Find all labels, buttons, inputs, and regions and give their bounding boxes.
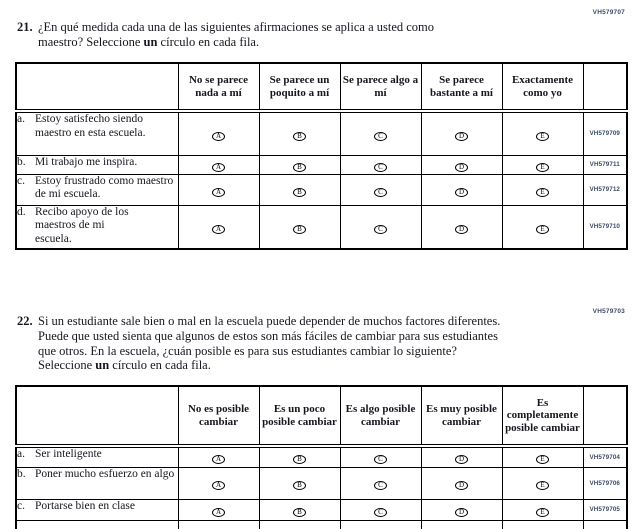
column-header: Exactamente como yo bbox=[502, 63, 583, 111]
row-statement: Estoy satisfecho siendo maestro en esta escuela. bbox=[35, 113, 146, 139]
row-letter: a. bbox=[17, 113, 25, 125]
table-row bbox=[16, 174, 627, 205]
item-code: VH579706 bbox=[583, 467, 627, 499]
option-circle-a[interactable]: A bbox=[212, 188, 225, 197]
option-circle-c[interactable]: C bbox=[374, 132, 387, 141]
row-letter: a. bbox=[17, 448, 25, 460]
option-circle-e[interactable]: E bbox=[536, 163, 549, 172]
option-circle-c[interactable]: C bbox=[374, 163, 387, 172]
question-21 bbox=[17, 20, 482, 50]
header-row bbox=[16, 386, 627, 446]
row-statement: Recibo apoyo de los maestros de mi escuela. bbox=[35, 205, 129, 245]
option-circle-b[interactable]: B bbox=[293, 481, 306, 490]
option-circle-d[interactable]: D bbox=[455, 455, 468, 464]
item-code-q21: VH579707 bbox=[592, 9, 625, 16]
option-circle-c[interactable]: C bbox=[374, 481, 387, 490]
option-circle-b[interactable]: B bbox=[293, 188, 306, 197]
statement-column-header bbox=[16, 386, 178, 446]
question-text bbox=[38, 20, 480, 50]
item-code: VH579705 bbox=[583, 499, 627, 520]
column-header: Es completamente posible cambiar bbox=[502, 386, 583, 446]
option-circle-e[interactable]: E bbox=[536, 225, 549, 234]
option-circle-c[interactable]: C bbox=[374, 225, 387, 234]
question-number: 21. bbox=[17, 20, 33, 34]
row-statement: Poner mucho esfuerzo en algo bbox=[35, 467, 175, 480]
option-circle-e[interactable]: E bbox=[536, 188, 549, 197]
option-circle-a[interactable]: A bbox=[212, 132, 225, 141]
option-circle-a[interactable]: A bbox=[212, 481, 225, 490]
option-circle-d[interactable]: D bbox=[455, 163, 468, 172]
column-header: Es algo posible cambiar bbox=[340, 386, 421, 446]
row-letter: d. bbox=[17, 205, 26, 218]
row-letter: c. bbox=[17, 174, 25, 187]
row-letter: b. bbox=[17, 467, 26, 480]
option-circle-e[interactable]: E bbox=[536, 455, 549, 464]
item-code: VH579709 bbox=[583, 111, 627, 155]
option-circle-d[interactable]: D bbox=[455, 188, 468, 197]
item-code: VH579712 bbox=[583, 174, 627, 205]
item-code: VH579711 bbox=[583, 155, 627, 174]
question-number: 22. bbox=[17, 314, 33, 328]
option-circle-d[interactable]: D bbox=[455, 132, 468, 141]
question-text-part: ¿En qué medida cada una de las siguientes afirmaciones se aplica a usted como maestro? Seleccione bbox=[38, 20, 435, 49]
table-row bbox=[16, 155, 627, 174]
option-circle-b[interactable]: B bbox=[293, 132, 306, 141]
item-code: VH579710 bbox=[583, 205, 627, 249]
option-circle-b[interactable]: B bbox=[293, 455, 306, 464]
question-text-part: Si un estudiante sale bien o mal en la escuela puede depender de muchos factores diferentes. Puede que usted sienta que algunos de estos son más fáciles de cambiar para sus estudiantes que otros. En la escuela, ¿cuán posible es para sus estudiantes cambiar lo siguiente? Seleccione bbox=[38, 314, 501, 373]
table-row-clipped bbox=[16, 520, 627, 529]
row-statement: Ser inteligente bbox=[35, 448, 102, 460]
column-header: Es un poco posible cambiar bbox=[259, 386, 340, 446]
table-row bbox=[16, 205, 627, 249]
row-letter: c. bbox=[17, 499, 25, 512]
row-statement: Estoy frustrado como maestro de mi escuela. bbox=[35, 174, 174, 201]
code-column-header bbox=[583, 386, 627, 446]
option-circle-c[interactable]: C bbox=[374, 508, 387, 517]
option-circle-e[interactable]: E bbox=[536, 132, 549, 141]
column-header: Se parece algo a mí bbox=[340, 63, 421, 111]
code-column-header bbox=[583, 63, 627, 111]
option-circle-a[interactable]: A bbox=[212, 225, 225, 234]
header-row bbox=[16, 63, 627, 111]
option-circle-a[interactable]: A bbox=[212, 455, 225, 464]
column-header: Se parece un poquito a mí bbox=[259, 63, 340, 111]
table-row bbox=[16, 499, 627, 520]
option-circle-d[interactable]: D bbox=[455, 225, 468, 234]
row-statement: Portarse bien en clase bbox=[35, 499, 135, 512]
table-row bbox=[16, 467, 627, 499]
question-text-part: círculo en cada fila. bbox=[157, 34, 260, 49]
column-header: Se parece bastante a mí bbox=[421, 63, 502, 111]
item-code-q22: VH579703 bbox=[592, 308, 625, 315]
table-row bbox=[16, 446, 627, 467]
row-statement: Mi trabajo me inspira. bbox=[35, 155, 138, 168]
option-circle-b[interactable]: B bbox=[293, 163, 306, 172]
option-circle-a[interactable]: A bbox=[212, 163, 225, 172]
column-header: Es muy posible cambiar bbox=[421, 386, 502, 446]
option-circle-a[interactable]: A bbox=[212, 508, 225, 517]
question-21-table bbox=[15, 62, 628, 250]
column-header: No es posible cambiar bbox=[178, 386, 259, 446]
option-circle-d[interactable]: D bbox=[455, 508, 468, 517]
option-circle-b[interactable]: B bbox=[293, 508, 306, 517]
option-circle-c[interactable]: C bbox=[374, 188, 387, 197]
question-text bbox=[38, 314, 510, 373]
statement-column-header bbox=[16, 63, 178, 111]
row-letter: b. bbox=[17, 155, 26, 168]
question-text-bold: un bbox=[95, 358, 110, 373]
question-22-table bbox=[15, 385, 628, 529]
option-circle-e[interactable]: E bbox=[536, 508, 549, 517]
option-circle-e[interactable]: E bbox=[536, 481, 549, 490]
question-text-part: círculo en cada fila. bbox=[109, 358, 211, 373]
table-row bbox=[16, 111, 627, 155]
option-circle-b[interactable]: B bbox=[293, 225, 306, 234]
item-code: VH579704 bbox=[583, 446, 627, 467]
question-text-bold: un bbox=[143, 34, 158, 49]
question-22 bbox=[17, 314, 517, 373]
column-header: No se parece nada a mí bbox=[178, 63, 259, 111]
option-circle-d[interactable]: D bbox=[455, 481, 468, 490]
option-circle-c[interactable]: C bbox=[374, 455, 387, 464]
